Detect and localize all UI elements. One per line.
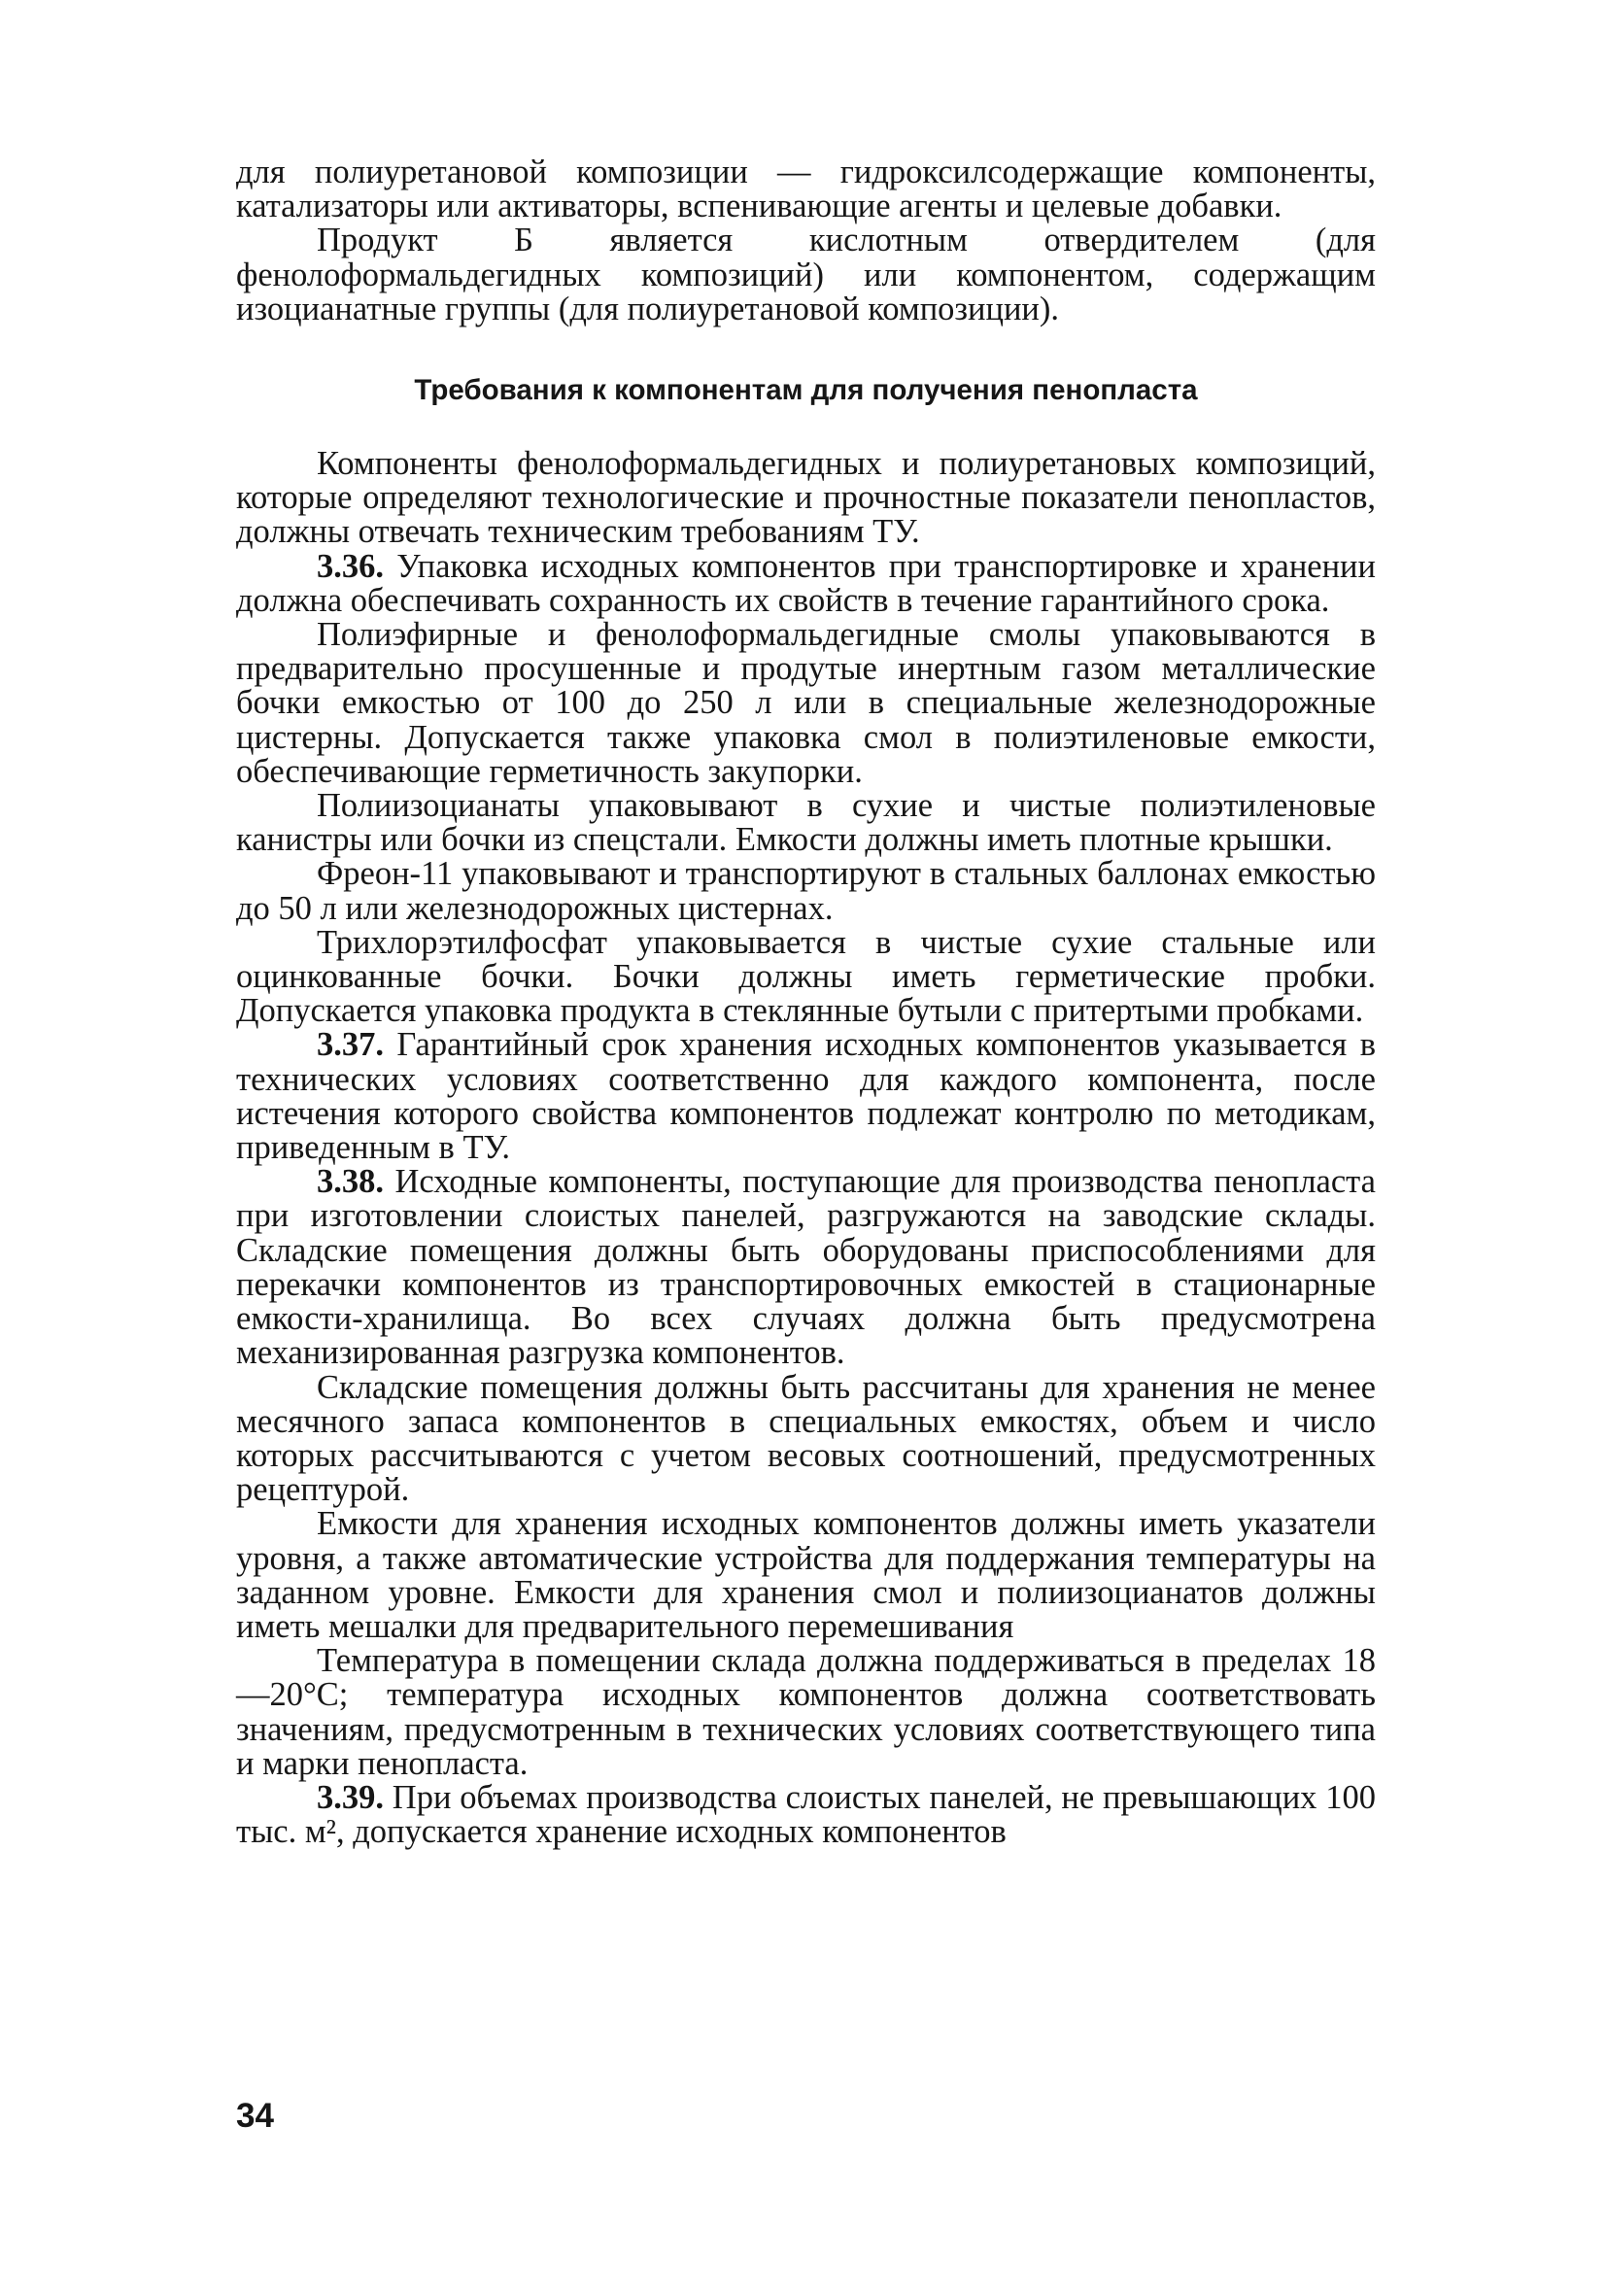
body-section	[236, 447, 1376, 1849]
paragraph	[236, 155, 1376, 223]
numbered-paragraph	[236, 1165, 1376, 1370]
clause-number: 3.36.	[317, 547, 384, 585]
paragraph	[236, 923, 1376, 1030]
paragraph-text: Упаковка исходных компонентов при транспортировке и хранении должна обеспечивать сохранность их свойств в течение гарантийного срока.	[236, 547, 1376, 619]
paragraph-text: Компоненты фенолоформальдегидных и полиуретановых композиций, которые определяют технологические и прочностные показатели пенопластов, должны отвечать техническим требованиям ТУ.	[236, 445, 1376, 551]
numbered-paragraph	[236, 1028, 1376, 1165]
paragraph	[236, 618, 1376, 789]
paragraph-text: Продукт Б является кислотным отвердителем (для фенолоформальдегидных композиций) или компонентом, содержащим изоцианатные группы (для полиуретановой композиции).	[236, 222, 1376, 327]
paragraph-text: Исходные компоненты, поступающие для производства пенопласта при изготовлении слоистых панелей, разгружаются на заводские склады. Складские помещения должны быть оборудованы приспособлениями для перекачки компонентов из транспортировочных емкостей в стационарные емкости-хранилища. Во всех случаях должна быть предусмотрена механизированная разгрузка компонентов.	[236, 1163, 1376, 1372]
intro-section	[236, 155, 1376, 326]
paragraph-text: При объемах производства слоистых панелей, не превышающих 100 тыс. м², допускается хранение исходных компонентов	[236, 1778, 1376, 1851]
document-page	[236, 155, 1376, 1849]
paragraph-text: Гарантийный срок хранения исходных компонентов указывается в технических условиях соответственно для каждого компонента, после истечения которого свойства компонентов подлежат контролю по методикам, приведенным в ТУ.	[236, 1026, 1376, 1167]
paragraph-text: Трихлорэтилфосфат упаковывается в чистые сухие стальные или оцинкованные бочки. Бочки должны иметь герметические пробки. Допускается упаковка продукта в стеклянные бутыли с притертыми пробками.	[236, 923, 1376, 1030]
paragraph	[236, 789, 1376, 857]
paragraph-text: Складские помещения должны быть рассчитаны для хранения не менее месячного запаса компонентов в специальных емкостях, объем и число которых рассчитываются с учетом весовых соотношений, предусмотренных рецептурой.	[236, 1368, 1376, 1509]
paragraph	[236, 857, 1376, 925]
paragraph-text: Фреон-11 упаковывают и транспортируют в стальных баллонах емкостью до 50 л или железнодорожных цистернах.	[236, 855, 1376, 927]
clause-number: 3.39.	[317, 1778, 384, 1816]
paragraph	[236, 223, 1376, 326]
paragraph-text: для полиуретановой композиции — гидроксилсодержащие компоненты, катализаторы или активаторы, вспенивающие агенты и целевые добавки.	[236, 154, 1376, 225]
page-number: 34	[236, 2097, 274, 2135]
numbered-paragraph	[236, 1778, 1376, 1851]
paragraph-text: Полиизоцианаты упаковывают в сухие и чистые полиэтиленовые канистры или бочки из спецстали. Емкости должны иметь плотные крышки.	[236, 787, 1376, 859]
paragraph-text: Температура в помещении склада должна поддерживаться в пределах 18—20°С; температура исходных компонентов должна соответствовать значениям, предусмотренным в технических условиях соответствующего типа и марки пенопласта.	[236, 1642, 1376, 1782]
numbered-paragraph	[236, 547, 1376, 619]
paragraph-text: Емкости для хранения исходных компонентов должны иметь указатели уровня, а также автоматические устройства для поддержания температуры на заданном уровне. Емкости для хранения смол и полиизоцианатов должны иметь мешалки для предварительного перемешивания	[236, 1505, 1376, 1645]
paragraph	[236, 1507, 1376, 1644]
paragraph	[236, 447, 1376, 550]
section-heading: Требования к компонентам для получения пенопласта	[414, 374, 1198, 407]
clause-number: 3.38.	[317, 1163, 384, 1201]
paragraph-text: Полиэфирные и фенолоформальдегидные смолы упаковываются в предварительно просушенные и продутые инертным газом металлические бочки емкостью от 100 до 250 л или в специальные железнодорожные цистерны. Допускается также упаковка смол в полиэтиленовые емкости, обеспечивающие герметичность закупорки.	[236, 616, 1376, 790]
paragraph	[236, 1644, 1376, 1781]
clause-number: 3.37.	[317, 1026, 384, 1064]
paragraph	[236, 1368, 1376, 1509]
